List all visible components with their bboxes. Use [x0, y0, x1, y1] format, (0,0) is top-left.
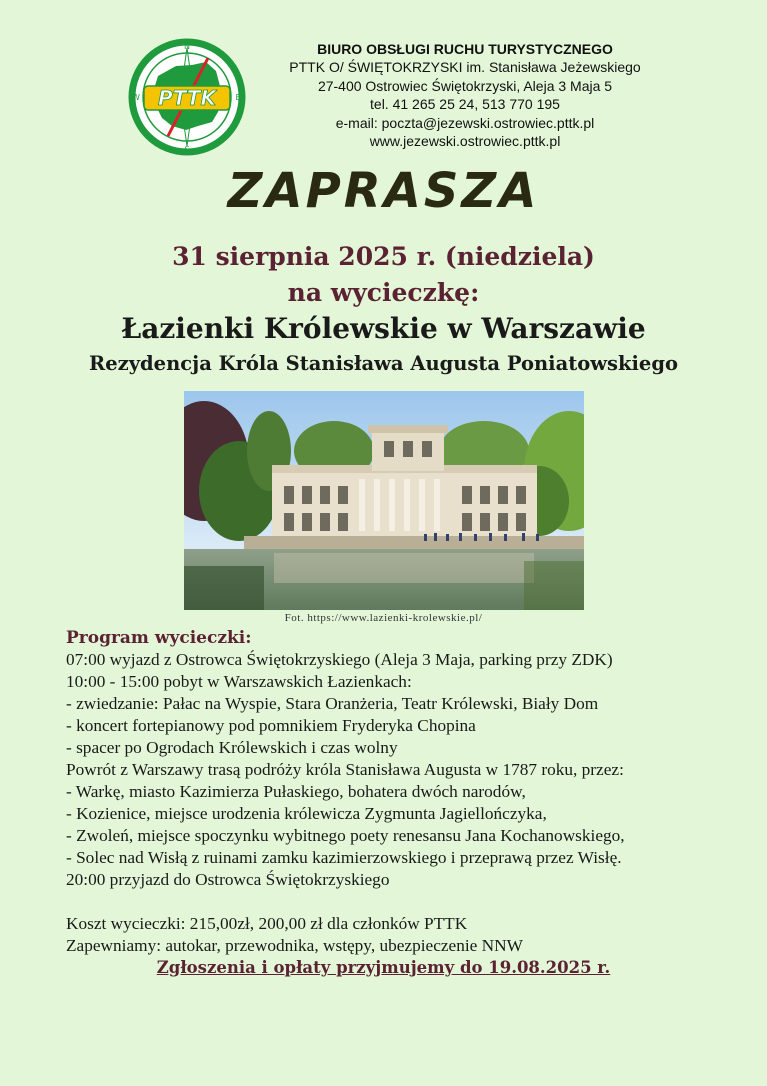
organization-header: [260, 40, 670, 150]
compass-w-label: W: [132, 93, 140, 102]
program-line: - Zwoleń, miejsce spoczynku wybitnego poety renesansu Jana Kochanowskiego,: [66, 826, 625, 845]
headline: ZAPRASZA: [227, 163, 540, 219]
org-phone: tel. 41 265 25 24, 513 770 195: [370, 96, 560, 113]
trip-subtitle: Rezydencja Króla Stanisława Augusta Poniatowskiego: [89, 352, 678, 375]
compass-e-label: E: [235, 93, 241, 102]
palace-photo: [184, 391, 584, 610]
org-name: BIURO OBSŁUGI RUCHU TURYSTYCZNEGO: [317, 41, 613, 57]
program-line: - koncert fortepianowy pod pomnikiem Fryderyka Chopina: [66, 716, 476, 735]
program-line: 10:00 - 15:00 pobyt w Warszawskich Łazienkach:: [66, 672, 412, 691]
program-line: - Warkę, miasto Kazimierza Pułaskiego, bohatera dwóch narodów,: [66, 782, 526, 801]
org-email: e-mail: poczta@jezewski.ostrowiec.pttk.pl: [335, 114, 595, 131]
program-line: Powrót z Warszawy trasą podróży króla Stanisława Augusta w 1787 roku, przez:: [66, 760, 624, 779]
registration-deadline: Zgłoszenia i opłaty przyjmujemy do 19.08.2025 r.: [156, 958, 611, 977]
trip-date: 31 sierpnia 2025 r. (niedziela): [172, 242, 595, 271]
spacer: [66, 891, 756, 913]
program-line: - zwiedzanie: Pałac na Wyspie, Stara Oranżeria, Teatr Królewski, Biały Dom: [66, 694, 599, 713]
program-line: 07:00 wyjazd z Ostrowca Świętokrzyskiego (Aleja 3 Maja, parking przy ZDK): [66, 650, 613, 669]
logo-text: PTTK: [158, 86, 216, 110]
compass-s-label: S: [184, 145, 190, 154]
program-heading: Program wycieczki:: [66, 628, 252, 648]
pttk-logo: [128, 38, 246, 156]
org-branch: PTTK O/ ŚWIĘTOKRZYSKI im. Stanisława Jeżewskiego: [289, 59, 641, 76]
photo-credit: Fot. https://www.lazienki-krolewskie.pl/: [284, 612, 483, 624]
program-line: - spacer po Ogrodach Królewskich i czas wolny: [66, 738, 398, 757]
pttk-compass-emblem: [128, 38, 246, 156]
trip-included: Zapewniamy: autokar, przewodnika, wstępy, ubezpieczenie NNW: [66, 936, 523, 955]
program-line: - Solec nad Wisłą z ruinami zamku kazimierzowskiego i przeprawą przez Wisłę.: [66, 848, 622, 867]
palace-on-the-isle-illustration: [184, 391, 584, 610]
program-line: 20:00 przyjazd do Ostrowca Świętokrzyskiego: [66, 870, 390, 889]
org-website: www.jezewski.ostrowiec.pttk.pl: [369, 133, 561, 150]
trip-program: [66, 627, 756, 979]
trip-intro: na wycieczkę:: [287, 278, 480, 307]
compass-n-label: N: [184, 42, 190, 51]
trip-title: Łazienki Królewskie w Warszawie: [121, 312, 646, 345]
trip-cost: Koszt wycieczki: 215,00zł, 200,00 zł dla członków PTTK: [66, 914, 468, 933]
program-line: - Kozienice, miejsce urodzenia królewicza Zygmunta Jagiellończyka,: [66, 804, 547, 823]
org-address: 27-400 Ostrowiec Świętokrzyski, Aleja 3 Maja 5: [317, 77, 613, 94]
